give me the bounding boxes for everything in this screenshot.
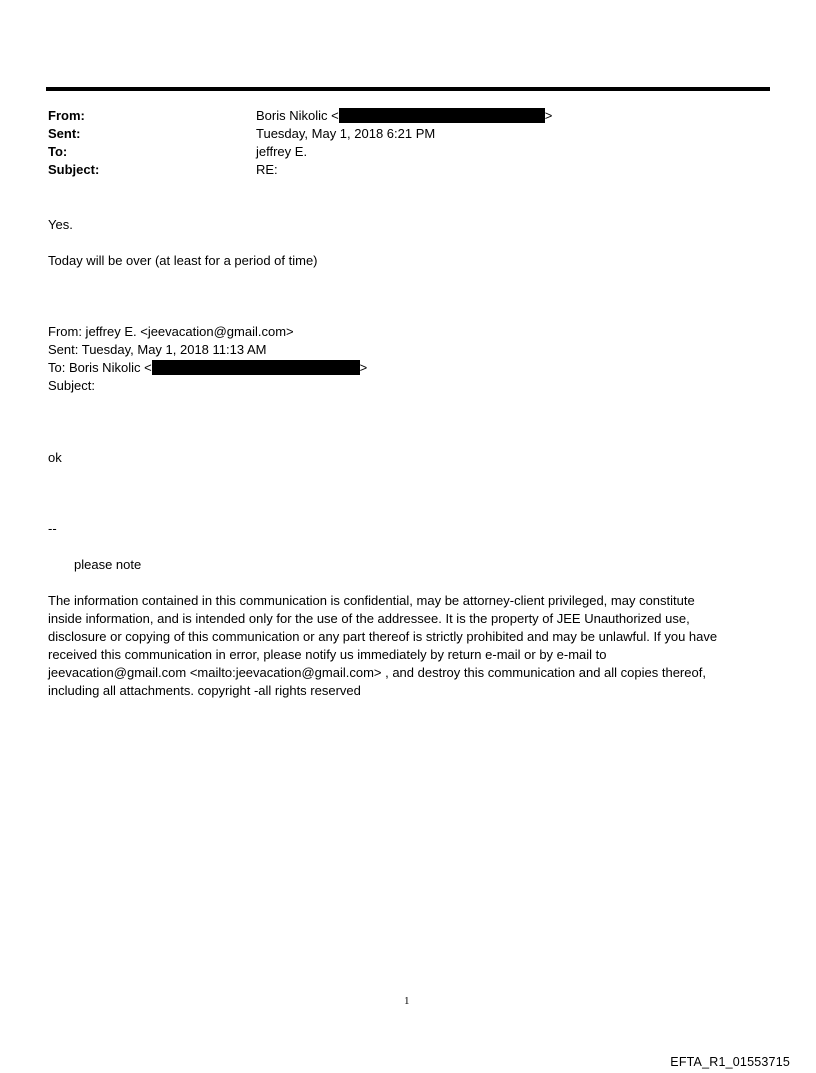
- quoted-to: [48, 359, 367, 377]
- from-value: [256, 107, 552, 125]
- sent-label: Sent:: [48, 126, 81, 141]
- quoted-body: ok: [48, 450, 62, 465]
- disclaimer-line: received this communication in error, please notify us immediately by return e-mail or by e-mail to: [48, 647, 607, 662]
- quoted-to-suffix: >: [359, 360, 368, 375]
- disclaimer: [48, 592, 768, 700]
- note-heading: please note: [74, 557, 142, 572]
- quoted-sent: Sent: Tuesday, May 1, 2018 11:13 AM: [48, 342, 267, 357]
- reply-line-2: Today will be over (at least for a period of time): [48, 253, 318, 268]
- quoted-to-prefix: To: Boris Nikolic <: [48, 360, 152, 375]
- subject-value: RE:: [256, 162, 278, 177]
- disclaimer-line: jeevacation@gmail.com <mailto:jeevacation@gmail.com> , and destroy this communication and all copies thereof,: [48, 665, 706, 680]
- from-suffix: >: [544, 108, 553, 123]
- signature-separator: --: [48, 521, 57, 536]
- quoted-subject: Subject:: [48, 378, 95, 393]
- document-id: EFTA_R1_01553715: [670, 1055, 790, 1069]
- quoted-from: From: jeffrey E. <jeevacation@gmail.com>: [48, 324, 294, 339]
- disclaimer-line: including all attachments. copyright -all rights reserved: [48, 683, 361, 698]
- disclaimer-line: disclosure or copying of this communication or any part thereof is strictly prohibited and may be unlawful. If you have: [48, 629, 718, 644]
- redaction-box: [152, 360, 360, 375]
- from-label: From:: [48, 108, 85, 123]
- reply-line-1: Yes.: [48, 217, 73, 232]
- quoted-header: [48, 323, 367, 395]
- subject-label: Subject:: [48, 162, 100, 177]
- to-value: jeffrey E.: [256, 144, 308, 159]
- disclaimer-line: The information contained in this communication is confidential, may be attorney-client privileged, may constitute: [48, 593, 695, 608]
- disclaimer-line: inside information, and is intended only for the use of the addressee. It is the property of JEE Unauthorized use,: [48, 611, 690, 626]
- redaction-box: [339, 108, 545, 123]
- header-divider: [46, 87, 770, 91]
- sent-value: Tuesday, May 1, 2018 6:21 PM: [256, 126, 436, 141]
- page-number: 1: [404, 995, 410, 1007]
- from-name: Boris Nikolic <: [256, 108, 339, 123]
- to-label: To:: [48, 144, 68, 159]
